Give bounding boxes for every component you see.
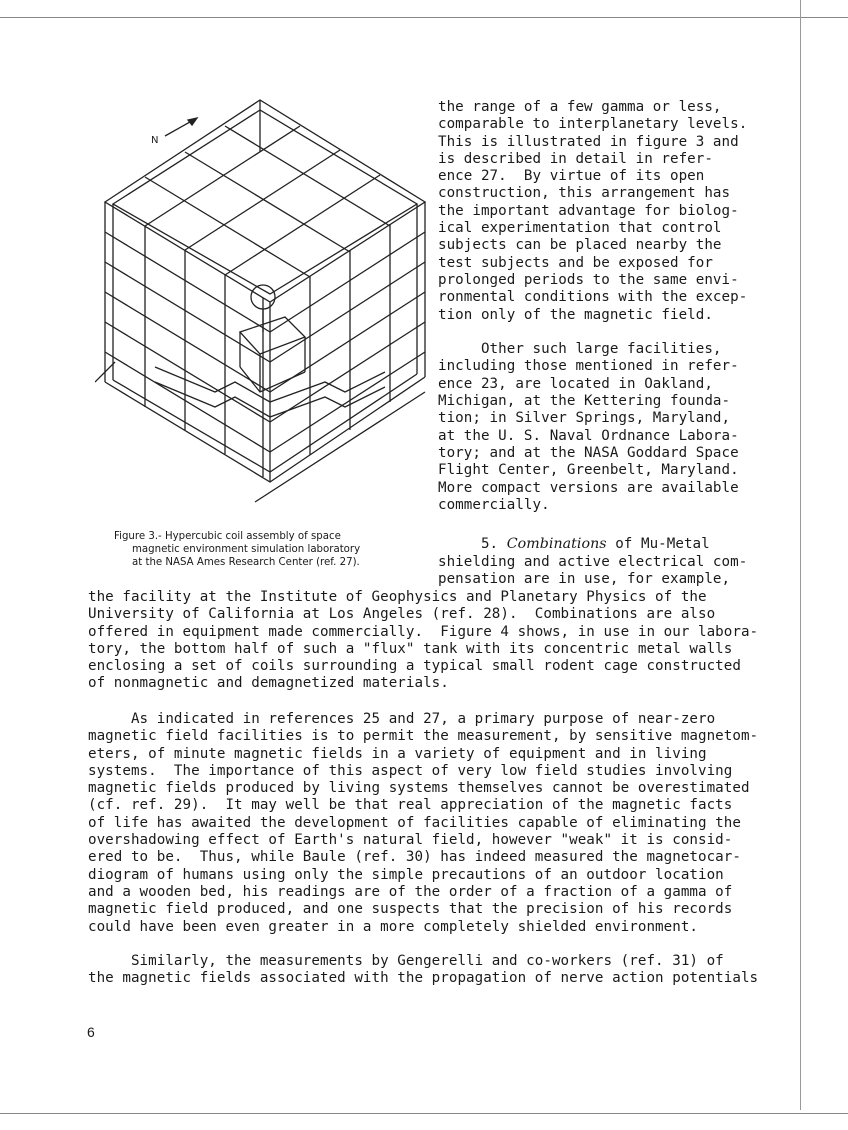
bottom-edge-line xyxy=(0,1113,848,1114)
item5-first-line xyxy=(438,536,710,553)
paragraph-references-line: of life has awaited the development of facilities capable of eliminating the xyxy=(88,814,741,831)
right-column-line xyxy=(438,324,747,341)
item5-heading: Combinations xyxy=(506,536,607,552)
paragraph-continued-line: the facility at the Institute of Geophysics and Planetary Physics of the xyxy=(88,589,707,605)
item5-number: 5. xyxy=(480,536,499,552)
paragraph-similarly xyxy=(88,953,758,988)
right-column-text xyxy=(438,99,747,514)
right-column-line: Michigan, at the Kettering founda- xyxy=(438,393,731,410)
right-column-line: is described in detail in refer- xyxy=(438,150,713,167)
north-label: N xyxy=(151,135,159,146)
paragraph-references-line: (cf. ref. 29). It may well be that real appreciation of the magnetic facts xyxy=(88,797,733,814)
right-column-line: test subjects and be exposed for xyxy=(438,254,713,271)
right-column-line: ronmental conditions with the excep- xyxy=(438,289,748,306)
right-column-line: the important advantage for biolog- xyxy=(438,202,739,219)
top-edge-line xyxy=(0,17,848,18)
right-column-line: Flight Center, Greenbelt, Maryland. xyxy=(438,462,739,479)
paragraph-continued-line: enclosing a set of coils surrounding a typical small rodent cage constructed xyxy=(88,658,741,675)
paragraph-references xyxy=(88,711,758,936)
right-column-line: ence 23, are located in Oakland, xyxy=(438,375,713,392)
right-column-line: tion only of the magnetic field. xyxy=(438,306,713,323)
right-column-line: the range of a few gamma or less, xyxy=(438,99,722,115)
item5-rest: of Mu-Metal xyxy=(606,536,710,552)
right-column-line: subjects can be placed nearby the xyxy=(438,237,722,254)
paragraph-references-line: As indicated in references 25 and 27, a primary purpose of near-zero xyxy=(88,711,716,727)
figure-caption-line-1: Figure 3.- Hypercubic coil assembly of space xyxy=(114,531,341,542)
item5-line-1: shielding and active electrical com- xyxy=(438,554,748,570)
right-column-line: More compact versions are available xyxy=(438,479,739,496)
right-column-line: construction, this arrangement has xyxy=(438,185,731,202)
paragraph-continued-line: of nonmagnetic and demagnetized materials. xyxy=(88,675,449,692)
right-column-line: tion; in Silver Springs, Maryland, xyxy=(438,410,731,427)
figure-caption-line-3: at the NASA Ames Research Center (ref. 27). xyxy=(132,557,360,568)
right-column-line: ence 27. By virtue of its open xyxy=(438,168,705,185)
right-column-line: at the U. S. Naval Ordnance Labora- xyxy=(438,427,739,444)
right-edge-line xyxy=(800,0,801,1110)
right-column-line: including those mentioned in refer- xyxy=(438,358,739,375)
figure-caption-line-2: magnetic environment simulation laboratory xyxy=(132,544,361,555)
paragraph-references-line: could have been even greater in a more completely shielded environment. xyxy=(88,918,699,935)
right-column-line: comparable to interplanetary levels. xyxy=(438,116,748,133)
right-column-line: ical experimentation that control xyxy=(438,220,722,237)
right-column-line: commercially. xyxy=(438,496,550,513)
hypercubic-coil-figure xyxy=(95,92,435,512)
paragraph-references-line: and a wooden bed, his readings are of the order of a fraction of a gamma of xyxy=(88,883,733,900)
paragraph-continued-line: University of California at Los Angeles (ref. 28). Combinations are also xyxy=(88,606,716,623)
paragraph-similarly-line: Similarly, the measurements by Gengerelli and co-workers (ref. 31) of xyxy=(88,953,724,969)
right-column-line: Other such large facilities, xyxy=(438,341,722,358)
right-column-line: tory; and at the NASA Goddard Space xyxy=(438,444,739,461)
right-column-line: This is illustrated in figure 3 and xyxy=(438,133,739,150)
paragraph-continued xyxy=(88,589,758,693)
paragraph-references-line: systems. The importance of this aspect of very low field studies involving xyxy=(88,762,733,779)
paragraph-references-line: magnetic field produced, and one suspects that the precision of his records xyxy=(88,901,733,918)
paragraph-continued-line: tory, the bottom half of such a "flux" tank with its concentric metal walls xyxy=(88,640,733,657)
item5-line-2: pensation are in use, for example, xyxy=(438,571,731,587)
paragraph-references-line: ered to be. Thus, while Baule (ref. 30) has indeed measured the magnetocar- xyxy=(88,849,741,866)
page-number: 6 xyxy=(87,1024,95,1040)
paragraph-continued-line: offered in equipment made commercially. Figure 4 shows, in use in our labora- xyxy=(88,623,759,640)
paragraph-references-line: diogram of humans using only the simple precautions of an outdoor location xyxy=(88,866,724,883)
paragraph-similarly-line: the magnetic fields associated with the propagation of nerve action potentials xyxy=(88,970,759,987)
paragraph-references-line: overshadowing effect of Earth's natural field, however "weak" it is consid- xyxy=(88,832,733,849)
paragraph-references-line: eters, of minute magnetic fields in a variety of equipment and in living xyxy=(88,745,707,762)
right-column-line: prolonged periods to the same envi- xyxy=(438,271,739,288)
paragraph-references-line: magnetic field facilities is to permit the measurement, by sensitive magnetom- xyxy=(88,728,759,745)
paragraph-references-line: magnetic fields produced by living systems themselves cannot be overestimated xyxy=(88,780,750,797)
